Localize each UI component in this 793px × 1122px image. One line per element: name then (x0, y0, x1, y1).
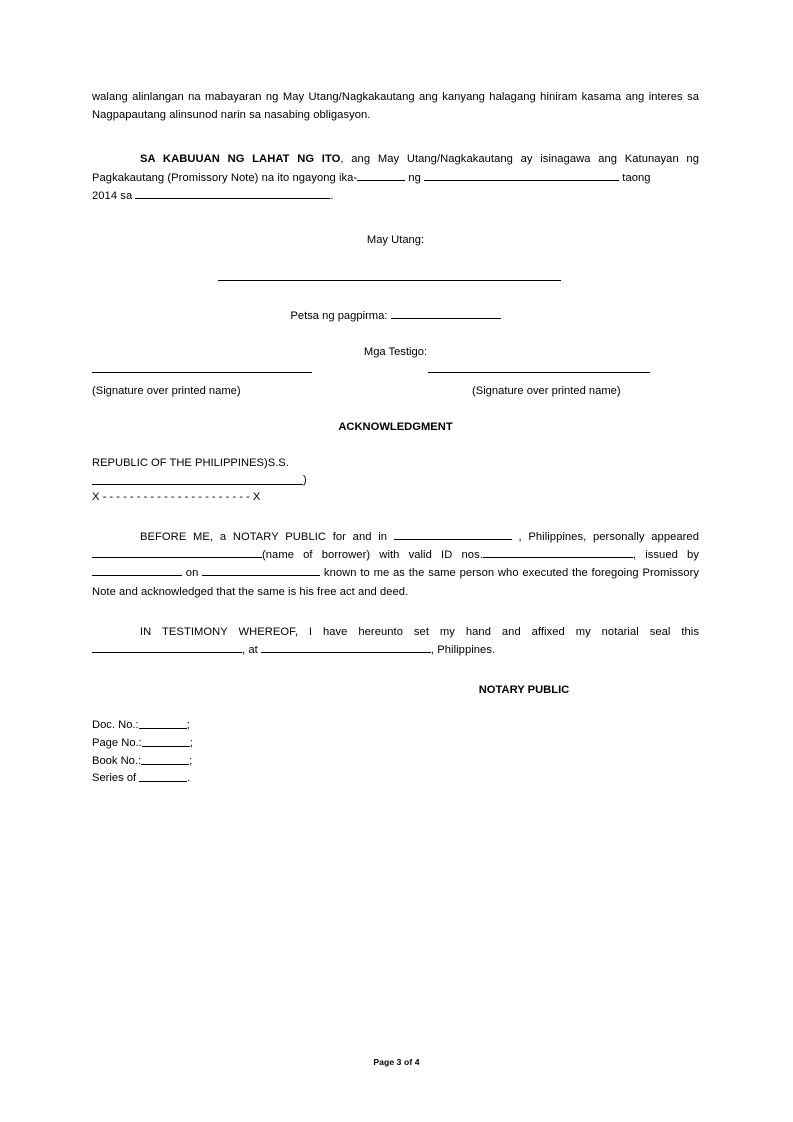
book-no-suffix: ; (189, 754, 193, 767)
page-no-blank[interactable] (142, 735, 190, 747)
spacer (92, 601, 699, 623)
witness-lines-row (92, 362, 699, 382)
doc-no-label: Doc. No.: (92, 719, 139, 732)
spacer (92, 699, 699, 717)
acknowledgment-heading: ACKNOWLEDGMENT (338, 420, 453, 433)
before-me-text-2: , Philippines, personally appeared (511, 531, 699, 544)
republic-line: REPUBLIC OF THE PHILIPPINES)S.S. (92, 456, 289, 469)
spacer (92, 400, 699, 418)
x-divider-line: X - - - - - - - - - - - - - - - - - - - - - - X (92, 491, 261, 504)
paragraph-closing-obligation: walang alinlangan na mabayaran ng May Utang/Nagkakautang ang kanyang halagang hiniram kasama ang interes sa Nagpapautang alinsunod narin sa nasabing obligasyon. (92, 91, 699, 122)
spacer (92, 289, 699, 307)
series-label: Series of (92, 772, 140, 785)
borrower-signature-line[interactable] (218, 280, 561, 281)
execution-text-3: taong (619, 171, 651, 184)
book-no-blank[interactable] (141, 753, 189, 765)
registry-doc-no-row (92, 717, 699, 735)
witness-left-caption: (Signature over printed name) (92, 384, 241, 397)
spacer (92, 506, 699, 528)
testimony-text-3: , Philippines. (430, 644, 496, 657)
execution-text-4: sa (117, 189, 136, 202)
page-footer: Page 3 of 4 (373, 1057, 420, 1067)
doc-no-blank[interactable] (139, 717, 187, 729)
series-blank[interactable] (139, 770, 187, 782)
spacer (92, 249, 699, 271)
execution-year: 2014 (92, 189, 118, 202)
spacer (92, 659, 699, 681)
witness-right-caption: (Signature over printed name) (472, 384, 621, 397)
series-suffix: . (187, 772, 191, 785)
doc-no-suffix: ; (186, 719, 190, 732)
borrower-signature-line-row (92, 271, 699, 289)
date-signed-blank[interactable] (391, 307, 501, 319)
place-blank[interactable] (135, 187, 330, 199)
notary-venue-blank[interactable] (394, 528, 512, 540)
venue-blank-row (92, 472, 699, 489)
execution-text-2: ng (405, 171, 425, 184)
before-me-text-3: (name of borrower) with valid ID nos. (262, 549, 483, 562)
paragraph-testimony (92, 623, 699, 659)
id-issued-on-blank[interactable] (202, 564, 320, 576)
republic-paren: ) (303, 474, 307, 487)
id-nos-blank[interactable] (483, 546, 633, 558)
document-body (92, 88, 699, 788)
testimony-date-blank[interactable] (92, 641, 242, 653)
page-no-suffix: ; (189, 737, 193, 750)
month-blank[interactable] (424, 169, 619, 181)
witness-right-signature-line[interactable] (428, 372, 650, 373)
before-me-text-5: on (182, 567, 203, 580)
spacer (92, 436, 699, 454)
spacer (92, 124, 699, 150)
registry-series-row (92, 770, 699, 788)
before-me-text-6: known to me as the same person who executed the foregoing Promissory Note and acknowledged that the same is his free act and deed. (92, 567, 699, 598)
venue-blank[interactable] (92, 472, 303, 485)
paragraph-execution (92, 150, 699, 205)
execution-text-1: , ang May Utang/Nagkakautang ay isinagawa ang Katunayan ng Pagkakautang (Promissory Note) na ito ngayong ika- (92, 153, 699, 184)
before-me-text-4: , issued by (632, 549, 699, 562)
testimony-place-blank[interactable] (261, 641, 431, 653)
paragraph-before-me (92, 528, 699, 601)
date-signed-row (92, 307, 699, 325)
registry-book-no-row (92, 753, 699, 771)
id-issued-by-blank[interactable] (92, 564, 182, 576)
borrower-label: May Utang: (366, 234, 425, 247)
registry-page-no-row (92, 735, 699, 753)
day-blank[interactable] (357, 169, 405, 181)
borrower-name-blank[interactable] (92, 546, 262, 558)
witness-left-signature-line[interactable] (92, 372, 312, 373)
testimony-text-2: , at (242, 644, 261, 657)
execution-text-5: . (330, 189, 334, 202)
testimony-text-1: IN TESTIMONY WHEREOF, I have hereunto set my hand and affixed my notarial seal this (140, 625, 699, 638)
page-no-label: Page No.: (92, 737, 142, 750)
date-signed-label: Petsa ng pagpirma: (290, 310, 388, 323)
witnesses-label: Mga Testigo: (363, 346, 428, 359)
witness-captions-row (92, 382, 699, 400)
notary-public-label: NOTARY PUBLIC (478, 684, 570, 697)
before-me-text-1: BEFORE ME, a NOTARY PUBLIC for and in (140, 531, 394, 544)
spacer (92, 205, 699, 231)
spacer (92, 325, 699, 343)
execution-lead-bold: SA KABUUAN NG LAHAT NG ITO (140, 153, 341, 166)
book-no-label: Book No.: (92, 754, 142, 767)
